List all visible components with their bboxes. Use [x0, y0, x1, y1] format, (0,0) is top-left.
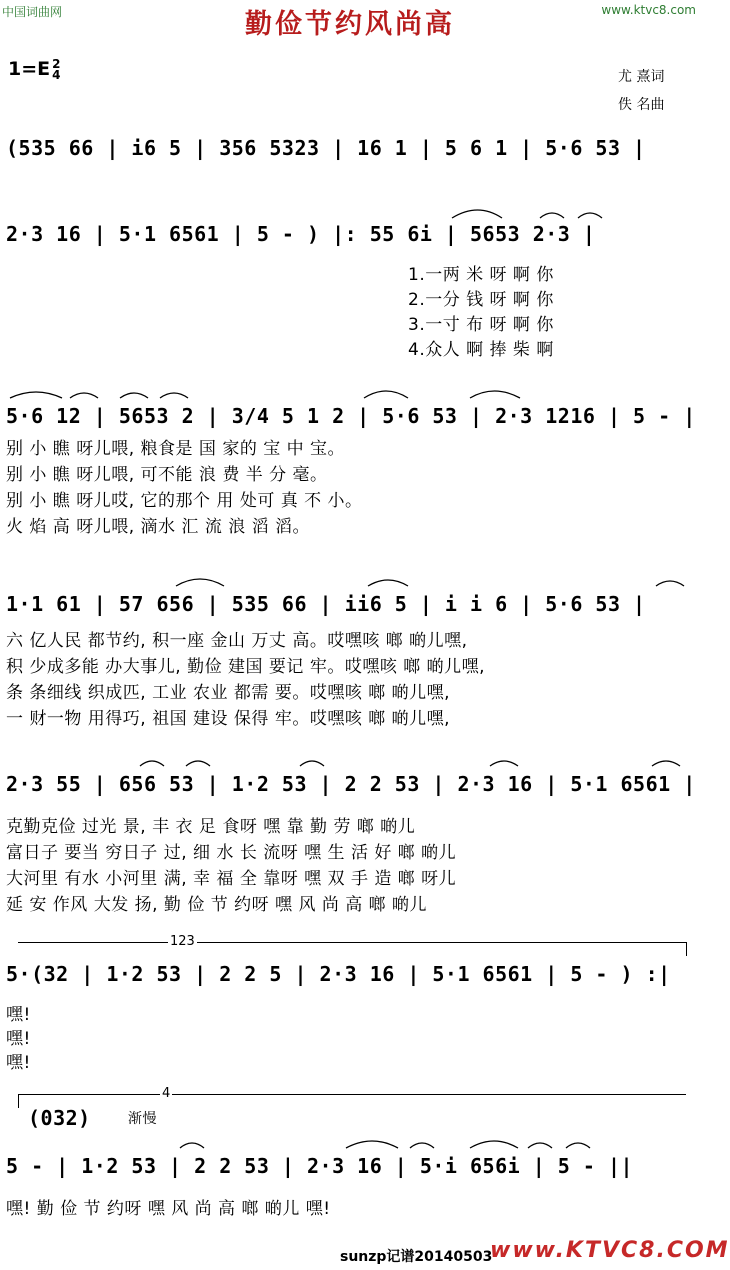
slur-arc [300, 761, 324, 766]
composer-credit: 佚 名曲 [618, 97, 665, 113]
lyric-row-3-verse-1: 别 小 瞧 呀儿喂, 粮食是 国 家的 宝 中 宝。 [6, 439, 346, 459]
slur-arc [368, 580, 408, 586]
lyric-row-2-verse-4: 4.众人 啊 捧 柴 啊 [408, 340, 554, 360]
tempo-marking: 渐慢 [128, 1111, 157, 1127]
lyric-row-2-verse-3: 3.一寸 布 呀 啊 你 [408, 315, 554, 335]
slur-arc [490, 761, 518, 766]
slur-arc [578, 213, 602, 218]
key-label: 1=E [8, 58, 51, 80]
volta-label-123: 123 [170, 934, 195, 949]
footer-site-label: www.KTVC8.COM [490, 1238, 730, 1263]
score-row-3: 5·6 12 | 5653 2 | 3/4 5 1 2 | 5·6 53 | 2·3 1216 | 5 - | [6, 404, 696, 428]
lyric-row-4-verse-2: 积 少成多能 办大事儿, 勤俭 建国 要记 牢。哎嘿咳 啷 啲儿嘿, [6, 657, 486, 677]
slur-arc [566, 1143, 590, 1148]
time-bottom: 4 [52, 67, 61, 82]
score-row-6: 5·(32 | 1·2 53 | 2 2 5 | 2·3 16 | 5·1 6561 | 5 - ) :| [6, 962, 671, 986]
score-row-5: 2·3 55 | 656 53 | 1·2 53 | 2 2 53 | 2·3 16 | 5·1 6561 | [6, 772, 696, 796]
slur-arc [540, 213, 564, 218]
slur-arc [656, 581, 684, 586]
lyric-row-6-verse-2: 嘿! [6, 1029, 31, 1049]
lyric-row-5-verse-1: 克勤克俭 过光 景, 丰 衣 足 食呀 嘿 靠 勤 劳 啷 啲儿 [6, 817, 416, 837]
slur-arc [410, 1143, 434, 1148]
slur-arc [346, 1141, 398, 1148]
slur-arc [528, 1143, 552, 1148]
score-row-7: 5 - | 1·2 53 | 2 2 53 | 2·3 16 | 5·i 656i | 5 - || [6, 1154, 634, 1178]
lyric-row-5-verse-3: 大河里 有水 小河里 满, 幸 福 全 靠呀 嘿 双 手 造 啷 呀儿 [6, 869, 457, 889]
lyric-row-2-verse-2: 2.一分 钱 呀 啊 你 [408, 290, 554, 310]
lyric-row-4-verse-1: 六 亿人民 都节约, 积一座 金山 万丈 高。哎嘿咳 啷 啲儿嘿, [6, 631, 468, 651]
time-top: 2 [52, 56, 61, 71]
slur-arc [186, 761, 210, 766]
song-title: 勤俭节约风尚高 [245, 9, 455, 40]
lyric-row-3-verse-3: 别 小 瞧 呀儿哎, 它的那个 用 处可 真 不 小。 [6, 491, 363, 511]
score-row-1: (535 66 | i6 5 | 356 5323 | 16 1 | 5 6 1 | 5·6 53 | [6, 136, 646, 160]
site-url-right[interactable]: www.ktvc8.com [601, 3, 696, 17]
slur-arc [364, 391, 408, 398]
lyric-row-3-verse-4: 火 焰 高 呀儿喂, 滴水 汇 流 浪 滔 滔。 [6, 517, 311, 537]
slur-arc [470, 1141, 518, 1148]
lyricist-credit: 尤 熹词 [618, 69, 665, 85]
slur-arc [176, 579, 224, 586]
volta-label-4: 4 [162, 1086, 171, 1101]
lyric-row-4-verse-3: 条 条细线 织成匹, 工业 农业 都需 要。哎嘿咳 啷 啲儿嘿, [6, 683, 451, 703]
site-name-left: 中国词曲网 [2, 5, 63, 19]
slur-arc [10, 392, 62, 398]
lyric-row-2-verse-1: 1.一两 米 呀 啊 你 [408, 265, 554, 285]
lyric-row-7: 嘿! 勤 俭 节 约呀 嘿 风 尚 高 啷 啲儿 嘿! [6, 1199, 331, 1219]
slur-arc [452, 210, 502, 218]
slur-arc [140, 761, 164, 766]
lyric-row-5-verse-2: 富日子 要当 穷日子 过, 细 水 长 流呀 嘿 生 活 好 啷 啲儿 [6, 843, 457, 863]
intro-rest-figure: (032) [28, 1106, 91, 1130]
slur-arc [470, 391, 520, 398]
transcriber-credit: sunzp记谱20140503 [340, 1249, 493, 1265]
slur-arc [160, 393, 188, 398]
score-row-2: 2·3 16 | 5·1 6561 | 5 - ) |: 55 6i | 5653 2·3 | [6, 222, 596, 246]
slur-arc [70, 393, 98, 398]
slur-arc [652, 761, 680, 766]
lyric-row-4-verse-4: 一 财一物 用得巧, 祖国 建设 保得 牢。哎嘿咳 啷 啲儿嘿, [6, 709, 451, 729]
lyric-row-3-verse-2: 别 小 瞧 呀儿喂, 可不能 浪 费 半 分 毫。 [6, 465, 328, 485]
lyric-row-6-verse-1: 嘿! [6, 1005, 31, 1025]
lyric-row-5-verse-4: 延 安 作风 大发 扬, 勤 俭 节 约呀 嘿 风 尚 高 啷 啲儿 [6, 895, 428, 915]
lyric-row-6-verse-3: 嘿! [6, 1053, 31, 1073]
slur-arc [120, 393, 148, 398]
score-row-4: 1·1 61 | 57 656 | 535 66 | ii6 5 | i i 6 | 5·6 53 | [6, 592, 646, 616]
slur-arc [180, 1143, 204, 1148]
